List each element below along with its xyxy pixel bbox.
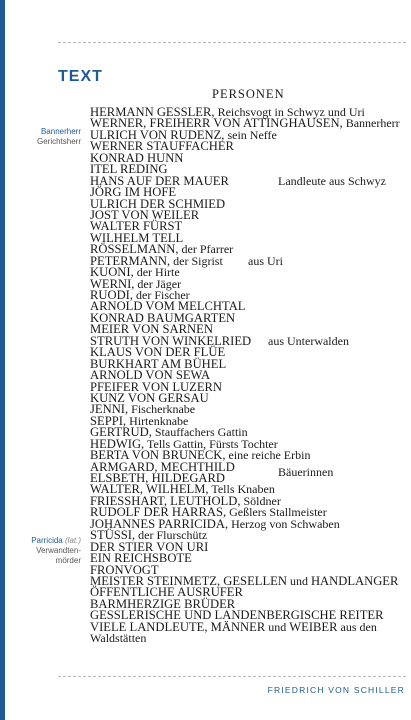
cast-heading: PERSONEN [212,87,285,101]
group-note: aus Unterwalden [268,333,349,348]
cast-name: KLAUS VON DER FLÜE [90,345,226,360]
cast-desc: Herzog von Schwaben [228,516,340,531]
cast-name: ULRICH DER SCHMIED [90,196,226,211]
gloss-meaning: Verwandten- [36,546,81,555]
cast-name: MEIER VON SARNEN [90,322,213,337]
cast-name: ARNOLD VON SEWA [90,368,211,383]
cast-name: BARMHERZIGE BRÜDER [90,596,236,611]
cast-name: WERNER, FREIHERR VON ATTINGHAUSEN, [90,116,343,131]
group-note: Bäuerinnen [278,464,334,479]
cast-name: SEPPI, [90,413,127,428]
top-divider [58,42,406,43]
group-note: aus Uri [248,253,283,268]
cast-name: FRONVOGT [90,562,159,577]
cast-name: ARMGARD, MECHTHILD [90,459,235,474]
cast-desc: Reichsvogt in Schwyz und Uri [214,105,365,119]
gloss-term: Bannerherr [40,127,81,136]
cast-name: RÖSSELMANN, [90,242,179,257]
cast-name: KUNZ VON GERSAU [90,390,209,405]
cast-desc: der Fischer [133,288,190,302]
cast-name: WEIBER [289,619,338,634]
section-title: TEXT [58,68,103,85]
group-note: Landleute aus Schwyz [278,173,386,188]
cast-name: ARNOLD VOM MELCHTAL [90,299,246,314]
cast-name: ELSBETH, HILDEGARD [90,471,226,485]
cast-name: HANDLANGER [310,573,399,588]
cast-desc: Hirtenknabe [126,413,189,428]
cast-name: WERNI, [90,276,135,291]
cast-entry [90,633,406,644]
cast-name: JÖRG IM HOFE [90,185,177,200]
cast-desc: Tells Knaben [208,482,275,497]
gloss-meaning-cont: mörder [55,556,81,565]
gloss-meaning: Gerichtsherr [36,137,81,146]
cast-name: JOHANNES PARRICIDA, [90,516,229,531]
accent-bar [0,0,5,720]
cast-desc: eine reiche Erbin [225,448,311,463]
cast-desc: sein Neffe [224,127,277,142]
cast-name: EIN REICHSBOTE [90,551,192,566]
cast-desc: und [286,573,311,588]
bottom-divider [58,676,406,677]
cast-desc: Bannerherr [342,116,400,131]
gloss-language: (lat.) [65,536,81,545]
cast-name: STÜSSI, [90,528,136,543]
cast-name: KONRAD HUNN [90,150,184,165]
cast-desc: der Sigrist [170,253,223,268]
cast-name: FRIESSHART, LEUTHOLD, [90,493,241,508]
margin-gloss-parricida [0,536,81,566]
cast-name: VIELE LANDLEUTE, MÄNNER [90,619,266,634]
cast-name: JENNI, [90,402,129,417]
author-footer: FRIEDRICH VON SCHILLER [267,685,405,695]
cast-name: KONRAD BAUMGARTEN [90,310,236,325]
cast-name: STRUTH VON WINKELRIED [90,333,252,348]
cast-name: HERMANN GESSLER, [90,105,215,119]
cast-desc: der Pfarrer [178,242,234,257]
cast-desc: Geßlers Stallmeister [226,505,327,520]
cast-desc: und [265,619,290,634]
cast-name: PETERMANN, [90,253,171,268]
cast-name: ULRICH VON RUDENZ, [90,127,225,142]
cast-name: ÖFFENTLICHE AUSRUFER [90,585,243,600]
cast-desc: Stauffachers Gattin [151,425,248,440]
cast-name: GERTRUD, [90,425,152,440]
cast-desc: der Hirte [133,265,180,280]
cast-name: PFEIFER VON LUZERN [90,379,223,394]
cast-name: RUDOLF DER HARRAS, [90,505,227,520]
cast-name: ITEL REDING [90,162,168,177]
cast-name: BURKHART AM BÜHEL [90,356,227,371]
cast-desc: Fischerknabe [128,402,196,417]
cast-name: WILHELM TELL [90,230,184,245]
cast-name: WERNER STAUFFACHER [90,139,234,154]
cast-name: RUODI, [90,288,134,302]
cast-desc: aus den [337,619,377,634]
cast-name: KUONI, [90,265,134,280]
cast-name: MEISTER STEINMETZ, GESELLEN [90,573,287,588]
cast-desc: der Jäger [134,276,182,291]
cast-name: GESSLERISCHE UND LANDENBERGISCHE REITER [90,608,384,623]
cast-desc: Tells Gattin, Fürsts Tochter [144,436,278,451]
cast-list [90,107,406,645]
cast-name: HEDWIG, [90,436,145,451]
cast-desc: der Flurschütz [135,528,208,543]
cast-desc: Waldstätten [90,631,147,646]
cast-name: HANS AUF DER MAUER [90,173,229,188]
cast-name: WALTER, WILHELM, [90,482,209,497]
cast-name: WALTER FÜRST [90,219,183,234]
cast-name: BERTA VON BRUNECK, [90,448,226,463]
cast-desc: Söldner [240,493,281,508]
margin-gloss-bannerherr [0,127,81,147]
cast-name: JOST VON WEILER [90,207,200,222]
cast-name: DER STIER VON URI [90,539,209,554]
gloss-term: Parricida [31,536,63,545]
